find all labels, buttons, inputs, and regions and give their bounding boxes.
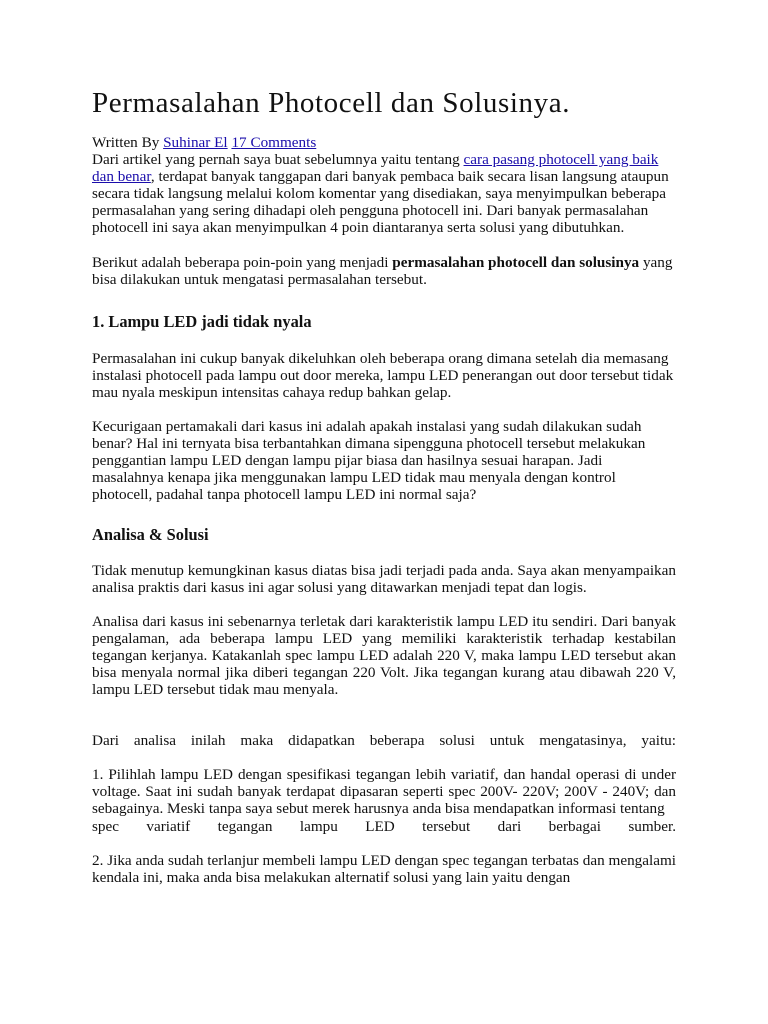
blank-spacer <box>92 698 676 732</box>
intro2-text-before: Berikut adalah beberapa poin-poin yang menjadi <box>92 253 393 271</box>
byline <box>92 134 676 151</box>
intro2-bold-keyword: permasalahan photocell dan solusinya <box>392 253 640 271</box>
author-link[interactable]: Suhinar El <box>163 134 228 151</box>
article-title: Permasalahan Photocell dan Solusinya. <box>92 87 571 119</box>
section1-heading: 1. Lampu LED jadi tidak nyala <box>92 311 312 331</box>
intro-paragraph <box>92 151 676 236</box>
section2-paragraph-1: Tidak menutup kemungkinan kasus diatas bisa jadi terjadi pada anda. Saya akan menyampaikan analisa praktis dari kasus ini agar solusi yang ditawarkan menjadi tepat dan logis. <box>92 561 676 596</box>
section2-paragraph-4a: 1. Pilihlah lampu LED dengan spesifikasi tegangan lebih variatif, dan handal operasi di under voltage. Saat ini sudah banyak terdapat dipasaran seperti spec 200V- 220V; 200V - 240V; dan sebagainya. Meski tanpa saya sebut merek harusnya anda bisa mendapatkan informasi tentang <box>92 766 676 818</box>
intro-text-after: , terdapat banyak tanggapan dari banyak pembaca baik secara lisan langsung ataupun secara tidak langsung melalui kolom komentar yang disediakan, saya menyimpulkan beberapa permasalahan yang sering dihadapi oleh pengguna photocell ini. Dari banyak permasalahan photocell ini saya akan menyimpulkan 4 poin diantaranya serta solusi yang dibutuhkan. <box>92 168 669 237</box>
photocell-article-link[interactable]: cara pasang photocell yang baik dan benar <box>92 151 659 186</box>
section2-paragraph-3: Dari analisa inilah maka didapatkan beberapa solusi untuk mengatasinya, yaitu: <box>92 732 676 750</box>
comments-link[interactable]: 17 Comments <box>231 134 317 151</box>
section1-paragraph-2: Kecurigaan pertamakali dari kasus ini adalah apakah instalasi yang sudah dilakukan sudah benar? Hal ini ternyata bisa terbantahkan dimana sipengguna photocell tersebut melakukan penggantian lampu LED dengan lampu pijar biasa dan hasilnya sesuai harapan. Jadi masalahnya kenapa jika menggunakan lampu LED tidak mau menyala dengan kontrol photocell, padahal tanpa photocell lampu LED ini normal saja? <box>92 418 646 504</box>
section1-paragraph-1: Permasalahan ini cukup banyak dikeluhkan oleh beberapa orang dimana setelah dia memasang instalasi photocell pada lampu out door mereka, lampu LED penerangan out door tersebut tidak mau nyala meskipun intensitas cahaya redup bahkan gelap. <box>92 349 674 401</box>
byline-prefix: Written By <box>92 134 164 151</box>
intro2-text-after: yang bisa dilakukan untuk mengatasi permasalahan tersebut. <box>92 253 673 288</box>
intro-text-before: Dari artikel yang pernah saya buat sebelumnya yaitu tentang <box>92 151 464 169</box>
section2-heading: Analisa & Solusi <box>92 524 209 544</box>
intro2-paragraph <box>92 254 676 288</box>
section2-paragraph-4b: spec variatif tegangan lampu LED tersebut dari berbagai sumber. <box>92 817 676 835</box>
section2-paragraph-5: 2. Jika anda sudah terlanjur membeli lampu LED dengan spec tegangan terbatas dan mengalami kendala ini, maka anda bisa melakukan alternatif solusi yang lain yaitu dengan <box>92 851 676 886</box>
section2-paragraph-2: Analisa dari kasus ini sebenarnya terletak dari karakteristik lampu LED itu sendiri. Dari banyak pengalaman, ada beberapa lampu LED yang memiliki karakteristik terhadap kestabilan tegangan kerjanya. Katakanlah spec lampu LED adalah 220 V, maka lampu LED tersebut akan bisa menyala normal jika diberi tegangan 220 Volt. Jika tegangan kurang atau dibawah 220 V, lampu LED tersebut tidak mau menyala. <box>92 612 676 699</box>
